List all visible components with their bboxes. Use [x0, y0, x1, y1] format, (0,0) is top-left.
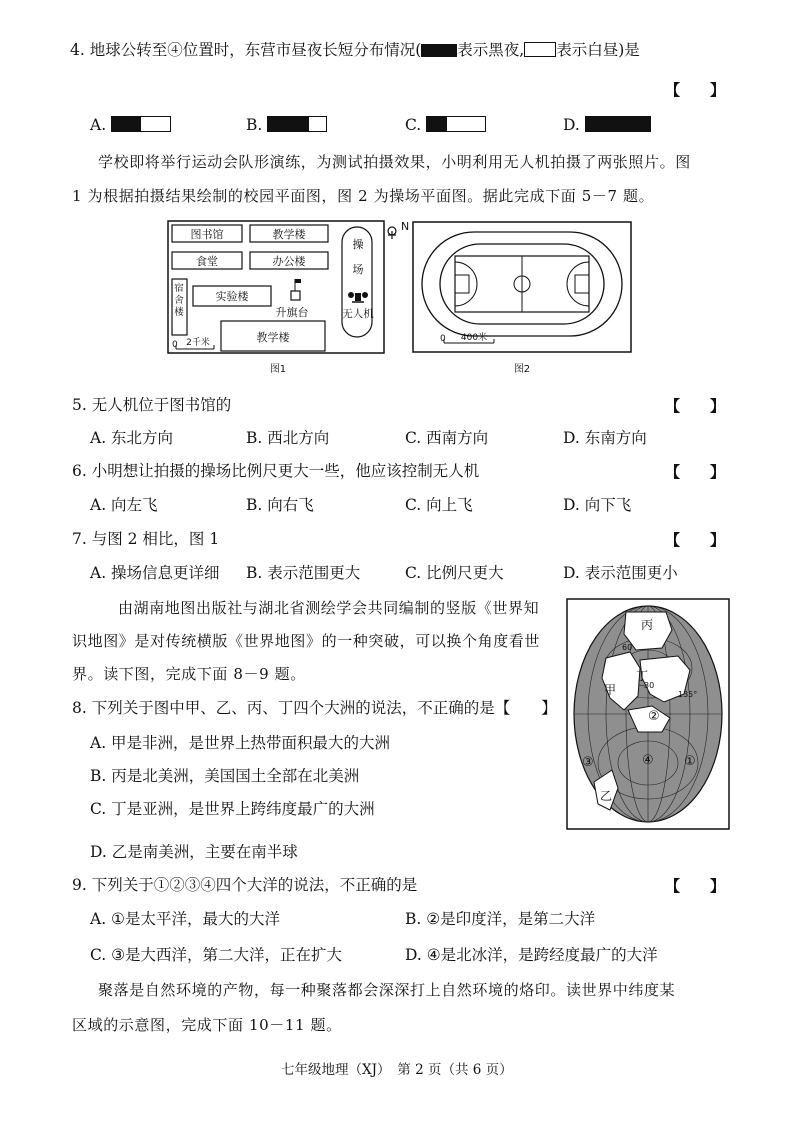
intro2-line3: 界。读下图，完成下面 8－9 题。 [72, 665, 306, 683]
night-portion [112, 117, 141, 131]
night-portion [268, 117, 309, 131]
fig2-scale-zero: 0 [440, 334, 446, 344]
intro3-line1: 聚落是自然环境的产物，每一种聚落都会深深打上自然环境的烙印。读世界中纬度某 [98, 981, 676, 999]
night-portion [586, 117, 650, 131]
teaching-building-top-label: 教学楼 [272, 228, 306, 241]
q9-stem: 9. 下列关于①②③④四个大洋的说法，不正确的是 [72, 876, 418, 894]
teaching-building-bottom-label: 教学楼 [256, 331, 290, 344]
flag-platform-icon [291, 291, 300, 300]
q7-option-b[interactable]: B. 表示范围更大 [246, 564, 361, 582]
intro2-line1: 由湖南地图出版社与湖北省测绘学会共同编制的竖版《世界知 [118, 599, 540, 617]
q6-option-a[interactable]: A. 向左飞 [90, 496, 158, 514]
q4-option-c[interactable]: C. [405, 115, 486, 135]
option-a-bar [111, 116, 171, 132]
q9-option-d[interactable]: D. ④是北冰洋，是跨经度最广的大洋 [405, 946, 658, 964]
ocean-label-4: ④ [642, 753, 654, 768]
lab-building-label: 实验楼 [215, 290, 249, 303]
q7-option-c[interactable]: C. 比例尺更大 [405, 564, 504, 582]
q4-answer-bracket: 【 】 [665, 81, 726, 99]
q6-option-d[interactable]: D. 向下飞 [563, 496, 632, 514]
q5-option-a[interactable]: A. 东北方向 [90, 429, 174, 447]
figure1-campus-map [166, 219, 410, 379]
office-building-label: 办公楼 [272, 255, 306, 268]
night-legend-swatch [421, 44, 457, 57]
playground-char2: 场 [352, 263, 364, 276]
q8-option-b[interactable]: B. 丙是北美洲，美国国土全部在北美洲 [90, 767, 360, 785]
north-label: N [401, 220, 410, 233]
intro3-line2: 区域的示意图，完成下面 10－11 题。 [72, 1016, 342, 1034]
q9-option-b[interactable]: B. ②是印度洋，是第二大洋 [405, 910, 596, 928]
fig1-scale-zero: 0 [172, 340, 178, 350]
q5-option-c[interactable]: C. 西南方向 [405, 429, 489, 447]
q5-stem: 5. 无人机位于图书馆的 [72, 396, 232, 414]
figure2-playground-map [410, 219, 635, 379]
q8-option-a[interactable]: A. 甲是非洲，是世界上热带面积最大的大洲 [90, 734, 391, 752]
lon-label-135: 135° [678, 690, 698, 699]
q8-option-c[interactable]: C. 丁是亚洲，是世界上跨纬度最广的大洲 [90, 800, 375, 818]
q7-stem: 7. 与图 2 相比，图 1 [72, 530, 220, 548]
map-label-yi: 乙 [600, 789, 613, 803]
ocean-label-1: ① [684, 754, 696, 769]
dormitory-label: 宿舍楼 [174, 283, 184, 318]
drone-label: 无人机 [342, 308, 374, 320]
map-label-bing: 丙 [641, 618, 654, 632]
q5-option-d[interactable]: D. 东南方向 [563, 429, 647, 447]
canteen-label: 食堂 [196, 255, 218, 268]
vertical-world-map [566, 598, 730, 830]
q8-option-d[interactable]: D. 乙是南美洲，主要在南半球 [90, 843, 298, 861]
fig2-scale-label: 400米 [460, 333, 488, 343]
option-c-bar [426, 116, 486, 132]
q5-answer-bracket: 【 】 [665, 397, 726, 415]
lat-label-60: 60 [622, 643, 633, 652]
option-d-bar [585, 116, 651, 132]
q7-answer-bracket: 【 】 [665, 531, 726, 549]
intro1-line2: 1 为根据拍摄结果绘制的校园平面图，图 2 为操场平面图。据此完成下面 5－7 题。 [72, 187, 655, 205]
intro1-line1: 学校即将举行运动会队形演练，为测试拍摄效果，小明利用无人机拍摄了两张照片。图 [98, 153, 691, 171]
fig1-scale-label: 2千米 [186, 338, 210, 348]
option-b-bar [267, 116, 327, 132]
lat-label-30: 30 [644, 681, 655, 690]
q9-option-c[interactable]: C. ③是大西洋，第二大洋，正在扩大 [90, 946, 343, 964]
q6-option-c[interactable]: C. 向上飞 [405, 496, 473, 514]
q5-option-b[interactable]: B. 西北方向 [246, 429, 330, 447]
map-label-ding: 丁 [636, 669, 649, 683]
flag-platform-label: 升旗台 [275, 306, 309, 319]
figure2-caption: 图2 [513, 364, 531, 375]
intro2-line2: 识地图》是对传统横版《世界地图》的一种突破，可以换个角度看世 [72, 632, 541, 650]
map-label-jia: 甲 [604, 683, 617, 697]
ocean-label-3: ③ [582, 755, 594, 770]
ocean-label-2: ② [648, 709, 660, 724]
playground-char1: 操 [352, 238, 364, 251]
q4-option-d[interactable]: D. [563, 115, 651, 135]
q7-option-a[interactable]: A. 操场信息更详细 [90, 564, 220, 582]
q4-stem: 4. 地球公转至④位置时，东营市昼夜长短分布情况( 表示黑夜, 表示白昼)是 [70, 41, 640, 59]
night-portion [427, 117, 447, 131]
figure1-caption: 图1 [269, 364, 287, 375]
q6-option-b[interactable]: B. 向右飞 [246, 496, 314, 514]
drone-icon [348, 292, 368, 302]
q6-answer-bracket: 【 】 [665, 463, 726, 481]
q9-option-a[interactable]: A. ①是太平洋，最大的大洋 [90, 910, 280, 928]
q4-option-b[interactable]: B. [246, 115, 327, 135]
north-arrow-icon [388, 227, 396, 239]
q7-option-d[interactable]: D. 表示范围更小 [563, 564, 678, 582]
q4-option-a[interactable]: A. [90, 115, 171, 135]
q6-stem: 6. 小明想让拍摄的操场比例尺更大一些，他应该控制无人机 [72, 462, 480, 480]
q9-answer-bracket: 【 】 [665, 877, 726, 895]
page-footer: 七年级地理（XJ） 第 2 页（共 6 页） [281, 1062, 513, 1078]
q8-stem: 8. 下列关于图中甲、乙、丙、丁四个大洲的说法，不正确的是【 】 [72, 699, 557, 717]
library-label: 图书馆 [190, 228, 224, 241]
day-legend-swatch [524, 42, 556, 57]
